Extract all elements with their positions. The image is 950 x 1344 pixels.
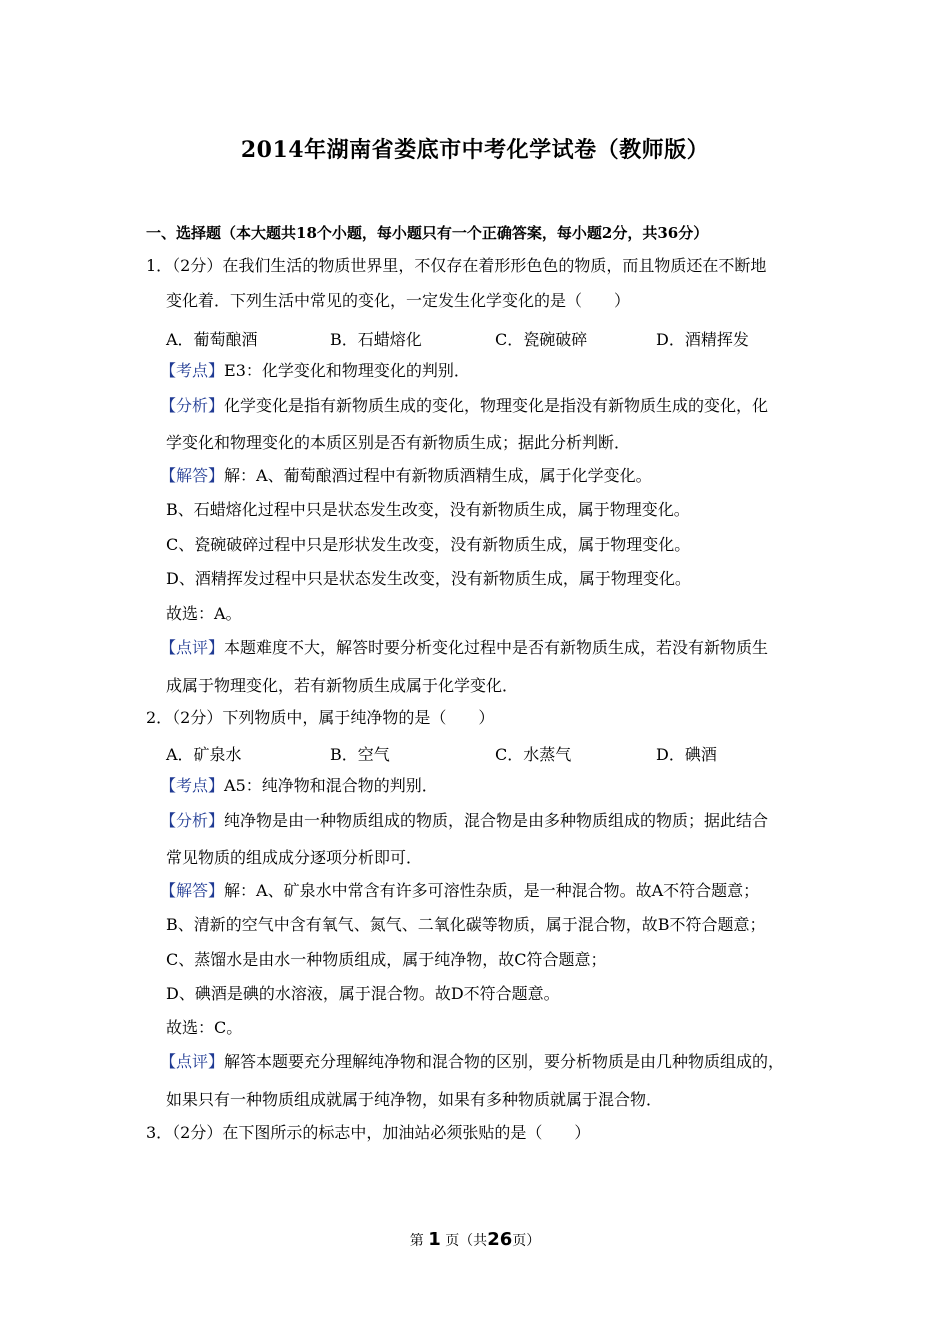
q2-option-c: C．水蒸气: [495, 745, 572, 764]
jieda-text: 解：A、矿泉水中常含有许多可溶性杂质，是一种混合物。故A不符合题意；: [224, 881, 760, 900]
q1-option-a: A．葡萄酿酒: [166, 330, 258, 349]
footer-page-number: 1: [428, 1229, 441, 1250]
q2-fenxi-line1: [160, 810, 768, 832]
footer-mid: 页（共: [445, 1233, 488, 1249]
fenxi-tag: 【分析】: [160, 396, 225, 415]
q2-jieda-line2: B、清新的空气中含有氧气、氮气、二氧化碳等物质，属于混合物，故B不符合题意；: [166, 915, 766, 934]
q2-dianping-line2: 如果只有一种物质组成就属于纯净物，如果有多种物质就属于混合物．: [166, 1090, 663, 1109]
footer-total-pages: 26: [487, 1229, 513, 1250]
q1-kaodian: [160, 360, 470, 382]
q1-jieda-line4: D、酒精挥发过程中只是状态发生改变，没有新物质生成，属于物理变化。: [166, 569, 691, 588]
footer-suffix: 页）: [512, 1233, 541, 1249]
q1-dianping-line2: 成属于物理变化，若有新物质生成属于化学变化．: [166, 676, 519, 695]
kaodian-tag: 【考点】: [160, 361, 225, 380]
q1-stem-line2: 变化着．下列生活中常见的变化，一定发生化学变化的是（ ）: [166, 291, 631, 310]
fenxi-tag: 【分析】: [160, 811, 225, 830]
kaodian-text: A5：纯净物和混合物的判别．: [224, 776, 438, 795]
q1-jieda-line3: C、瓷碗破碎过程中只是形状发生改变，没有新物质生成，属于物理变化。: [166, 535, 691, 554]
q2-jieda-line1: [160, 880, 759, 902]
page-title: 2014年湖南省娄底市中考化学试卷（教师版）: [240, 137, 710, 163]
q2-choice: 故选：C。: [166, 1018, 243, 1037]
q1-jieda-line2: B、石蜡熔化过程中只是状态发生改变，没有新物质生成，属于物理变化。: [166, 500, 690, 519]
dianping-text: 解答本题要充分理解纯净物和混合物的区别，要分析物质是由几种物质组成的，: [224, 1052, 785, 1071]
q2-option-b: B．空气: [330, 745, 390, 764]
q2-option-a: A．矿泉水: [166, 745, 242, 764]
q1-choice: 故选：A。: [166, 604, 242, 623]
q2-fenxi-line2: 常见物质的组成成分逐项分析即可．: [166, 848, 423, 867]
dianping-text: 本题难度不大，解答时要分析变化过程中是否有新物质生成，若没有新物质生: [224, 638, 769, 657]
q2-jieda-line3: C、蒸馏水是由水一种物质组成，属于纯净物，故C符合题意；: [166, 950, 607, 969]
fenxi-text: 纯净物是由一种物质组成的物质，混合物是由多种物质组成的物质；据此结合: [224, 811, 769, 830]
q3-stem-line1: 3．（2分）在下图所示的标志中，加油站必须张贴的是（ ）: [146, 1123, 591, 1142]
q1-option-b: B．石蜡熔化: [330, 330, 422, 349]
q2-stem-line1: 2．（2分）下列物质中，属于纯净物的是（ ）: [146, 708, 495, 727]
q1-dianping-line1: [160, 637, 768, 659]
q1-option-c: C．瓷碗破碎: [495, 330, 588, 349]
dianping-tag: 【点评】: [160, 1052, 225, 1071]
jieda-tag: 【解答】: [160, 466, 225, 485]
jieda-text: 解：A、葡萄酿酒过程中有新物质酒精生成，属于化学变化。: [224, 466, 652, 485]
q1-jieda-line1: [160, 465, 652, 487]
q1-fenxi-line1: [160, 395, 768, 417]
footer-prefix: 第: [409, 1233, 424, 1249]
q2-dianping-line1: [160, 1051, 784, 1073]
q2-option-d: D．碘酒: [656, 745, 717, 764]
fenxi-text: 化学变化是指有新物质生成的变化，物理变化是指没有新物质生成的变化，化: [224, 396, 769, 415]
kaodian-text: E3：化学变化和物理变化的判别．: [224, 361, 470, 380]
jieda-tag: 【解答】: [160, 881, 225, 900]
dianping-tag: 【点评】: [160, 638, 225, 657]
q1-stem-line1: 1．（2分）在我们生活的物质世界里，不仅存在着形形色色的物质，而且物质还在不断地: [146, 256, 767, 275]
section-heading: 一、选择题（本大题共18个小题，每小题只有一个正确答案，每小题2分，共36分）: [146, 224, 709, 242]
q2-kaodian: [160, 775, 438, 797]
page-footer: [0, 1229, 950, 1250]
q2-jieda-line4: D、碘酒是碘的水溶液，属于混合物。故D不符合题意。: [166, 984, 560, 1003]
kaodian-tag: 【考点】: [160, 776, 225, 795]
q1-option-d: D．酒精挥发: [656, 330, 749, 349]
q1-fenxi-line2: 学变化和物理变化的本质区别是否有新物质生成；据此分析判断．: [166, 433, 631, 452]
